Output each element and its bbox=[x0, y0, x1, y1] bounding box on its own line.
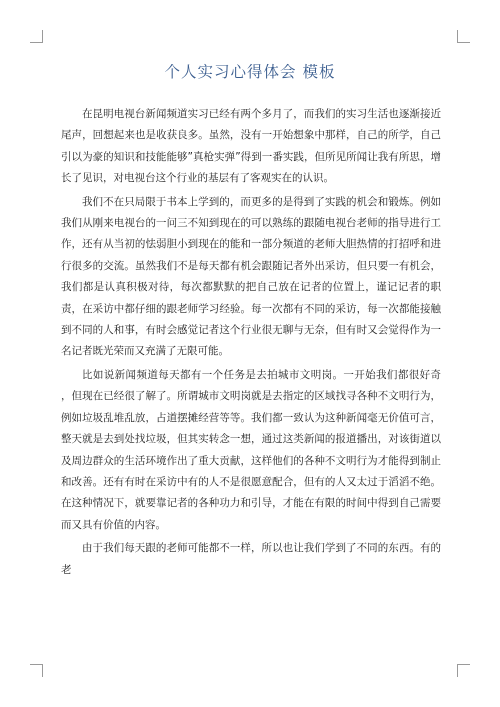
document-body bbox=[61, 104, 441, 583]
paragraph-3: 比如说新闻频道每天都有一个任务是去拍城市文明岗。一开始我们都很好奇 ，但现在已经很了解了。所谓城市文明岗就是去指定的区域找寻各种不文明行为，例如垃圾乱堆乱放，占道摆摊经营等等。我们都一致认为这种新闻毫无价值可言，整天就是去到处找垃圾，但其实转念一想，通过这类新闻的报道播出，对该街道以及周边群众的生活环境作出了重大贡献，这样他们的各种不文明行为才能得到制止和改善。还有有时在采访中有的人不是很愿意配合，但有的人又太过于滔滔不绝。在这种情况下，就要靠记者的各种功力和引导，才能在有限的时间中得到自己需要而又具有价值的内容。 bbox=[61, 368, 441, 531]
crop-mark-bottom-right bbox=[457, 664, 470, 677]
crop-mark-top-right bbox=[457, 30, 470, 43]
document-title: 个人实习心得体会 模板 bbox=[164, 63, 336, 81]
crop-mark-top-left bbox=[30, 30, 43, 43]
crop-mark-bottom-left bbox=[30, 664, 43, 677]
paragraph-4: 由于我们每天跟的老师可能都不一样，所以也让我们学到了不同的东西。有的老 bbox=[61, 542, 441, 576]
paragraph-2: 我们不在只局限于书本上学到的，而更多的是得到了实践的机会和锻炼。例如我们从刚来电视台的一问三不知到现在的可以熟练的跟随电视台老师的指导进行工作，还有从当初的怯弱胆小到现在的能和一部分频道的老师大胆热情的打招呼和进行很多的交流。虽然我们不是每天都有机会跟随记者外出采访，但只要一有机会，我们都是认真积极对待，每次都默默的把自己放在记者的位置上，谨记记者的职责，在采访中都仔细的跟老师学习经验。每一次都有不同的采访，每一次都能接触到不同的人和事，有时会感觉记者这个行业很无聊与无奈，但有时又会觉得作为一名记者既光荣而又充满了无限可能。 bbox=[61, 195, 441, 358]
paragraph-1: 在昆明电视台新闻频道实习已经有两个多月了，而我们的实习生活也逐渐接近尾声，回想起来也是收获良多。虽然，没有一开始想象中那样，自己的所学，自己引以为豪的知识和技能能够”真枪实弹”得到一番实践，但所见所闻让我有所思，增长了见识，对电视台这个行业的基层有了客观实在的认识。 bbox=[61, 108, 441, 185]
